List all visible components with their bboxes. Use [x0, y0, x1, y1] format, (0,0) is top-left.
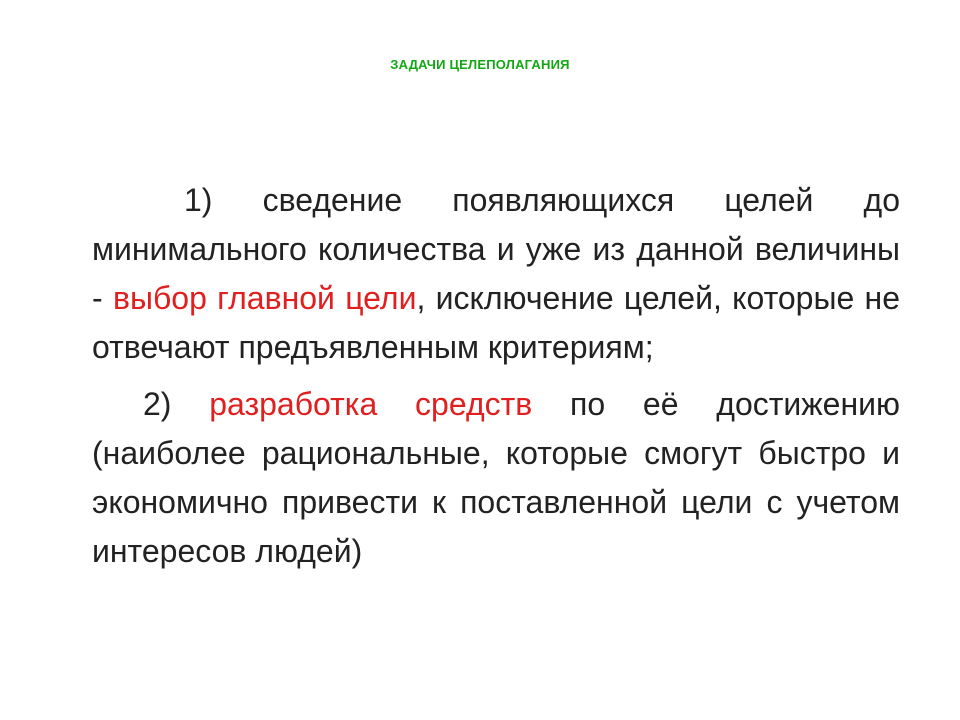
paragraph-1-text-start: 1) сведение появляющихся целей до минимального количества и уже из данной величины -	[92, 182, 900, 316]
paragraph-2-text-end: по её достижению (наиболее рациональные, которые смогут быстро и экономично привести к поставленной цели с учетом интересов людей)	[92, 386, 901, 569]
paragraph-2	[92, 380, 900, 576]
slide-body	[92, 176, 900, 576]
paragraph-1-highlight: выбор главной цели	[112, 280, 417, 316]
slide-title: ЗАДАЧИ ЦЕЛЕПОЛАГАНИЯ	[390, 57, 570, 72]
paragraph-2-highlight: разработка средств	[209, 386, 533, 422]
paragraph-1	[92, 176, 900, 372]
paragraph-1-text-end: , исключение целей, которые не отвечают предъявленным критериям;	[92, 280, 901, 365]
paragraph-2-text-start: 2)	[143, 386, 210, 422]
